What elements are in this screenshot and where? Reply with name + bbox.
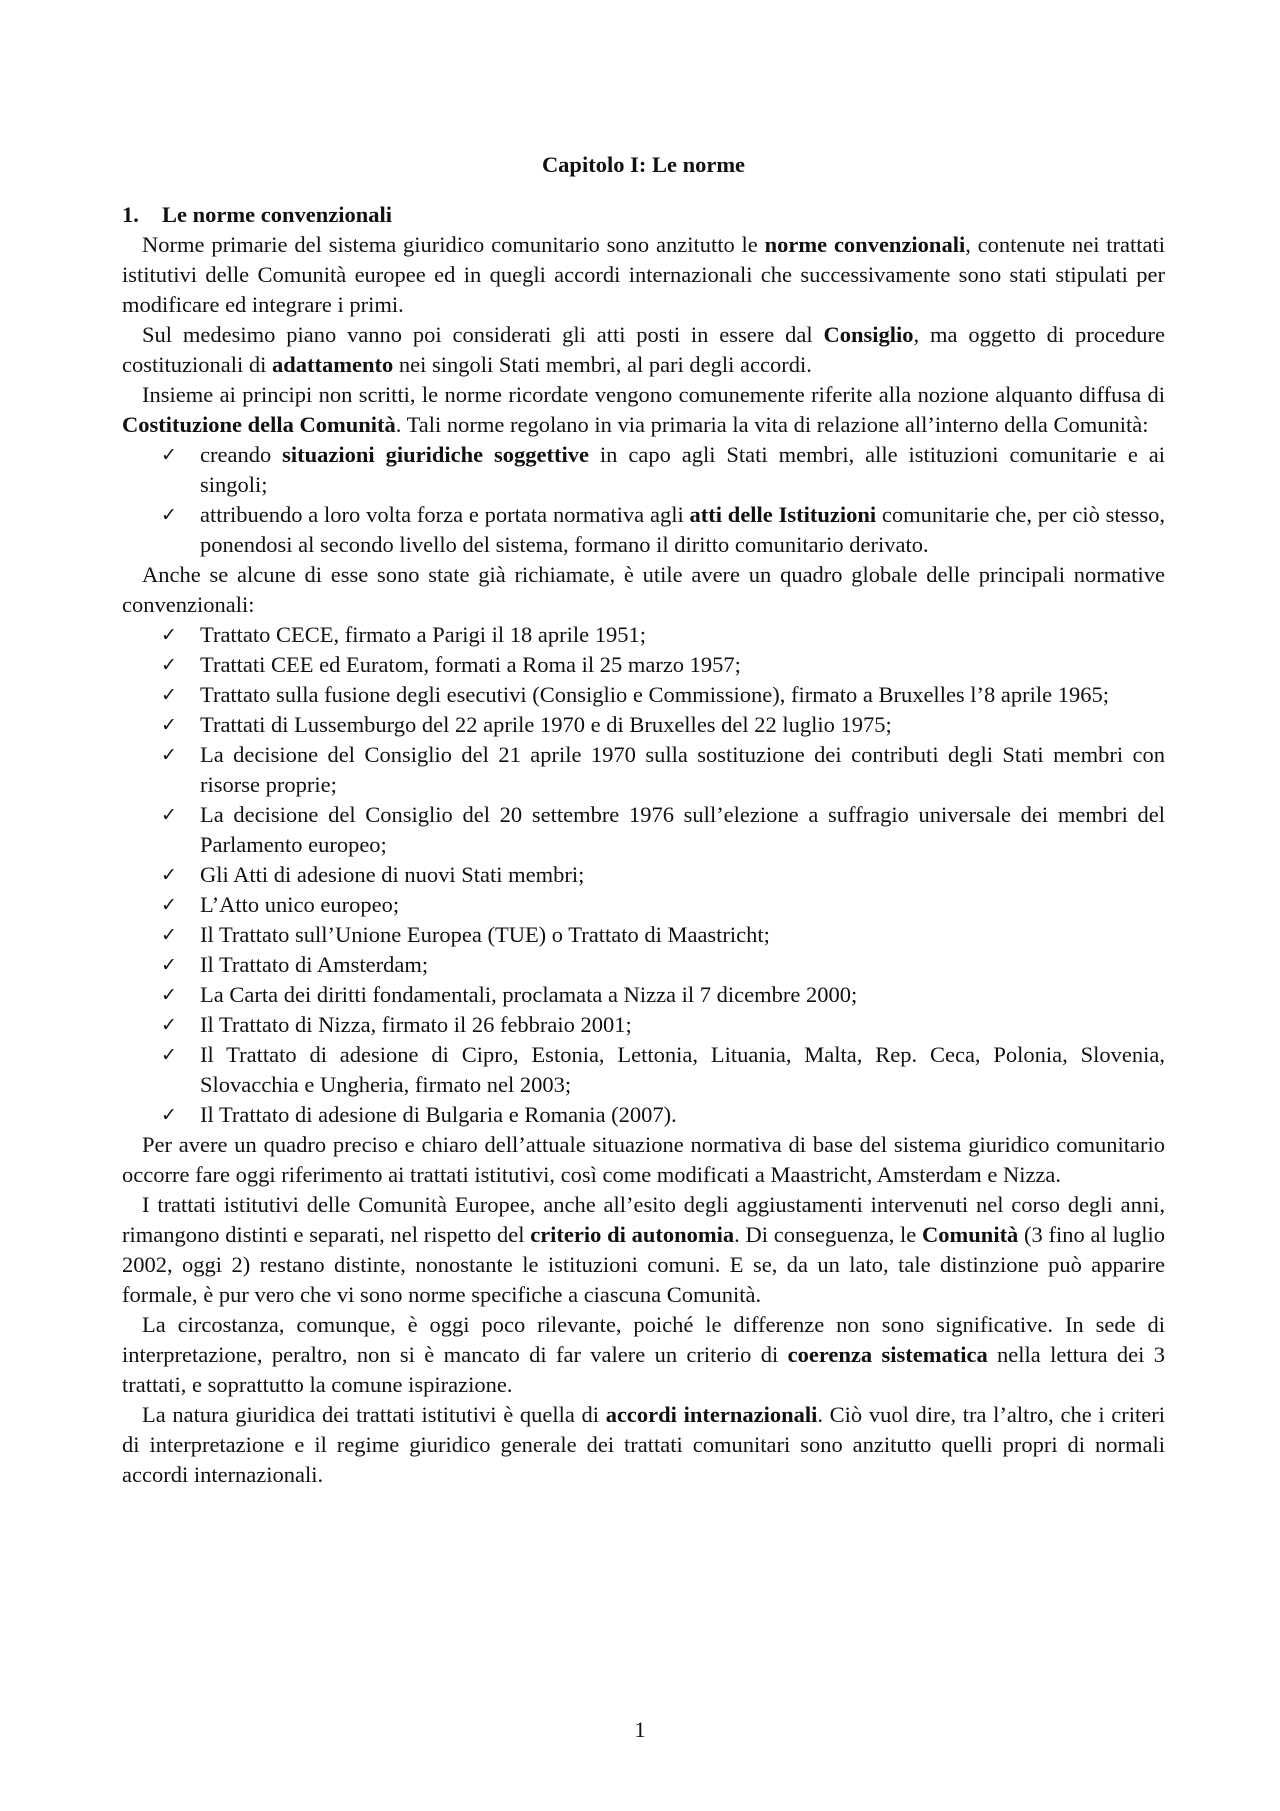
- checkmark-icon: ✓: [161, 924, 177, 946]
- treaties-list: [122, 620, 1165, 1130]
- text-run: La circostanza, comunque, è oggi poco rilevante, poiché le differenze non sono significative. In sede di interpretazione, peraltro, non si è mancato di far valere un criterio di: [122, 1312, 1165, 1367]
- bold-term: Comunità: [922, 1222, 1019, 1247]
- list-item: [122, 740, 1165, 800]
- list-item: [122, 860, 1165, 890]
- checkmark-icon: ✓: [161, 654, 177, 676]
- bold-term: atti delle Istituzioni: [689, 502, 877, 527]
- list-item: [122, 980, 1165, 1010]
- paragraph-8: [122, 1400, 1165, 1490]
- list-item: [122, 1040, 1165, 1100]
- bold-term: coerenza sistematica: [787, 1342, 988, 1367]
- paragraph-4: Anche se alcune di esse sono state già richiamate, è utile avere un quadro globale delle principali normative convenzionali:: [122, 562, 1165, 617]
- bold-term: Consiglio: [823, 322, 914, 347]
- checkmark-icon: ✓: [161, 984, 177, 1006]
- list-item-text: Trattato sulla fusione degli esecutivi (Consiglio e Commissione), firmato a Bruxelles l’8 aprile 1965;: [200, 682, 1110, 707]
- paragraph-5: Per avere un quadro preciso e chiaro dell’attuale situazione normativa di base del sistema giuridico comunitario occorre fare oggi riferimento ai trattati istitutivi, così come modificati a Maastricht, Amsterdam e Nizza.: [122, 1132, 1165, 1187]
- list-item: [122, 1100, 1165, 1130]
- chapter-title: Capitolo I: Le norme: [541, 152, 746, 177]
- list-item: [122, 1010, 1165, 1040]
- checkmark-icon: ✓: [161, 504, 177, 526]
- list-item-text: Gli Atti di adesione di nuovi Stati membri;: [200, 862, 585, 887]
- paragraph-6: [122, 1190, 1165, 1310]
- checkmark-icon: ✓: [161, 954, 177, 976]
- section-heading: [122, 200, 1165, 230]
- list-item-text: Il Trattato di adesione di Bulgaria e Romania (2007).: [200, 1102, 677, 1127]
- list-item: [122, 440, 1165, 500]
- bold-term: situazioni giuridiche soggettive: [282, 442, 589, 467]
- text-run: , contenute nei trattati istitutivi delle Comunità europee ed in quegli accordi internazionali che successivamente sono stati stipulati per modificare ed integrare i primi.: [122, 232, 1166, 317]
- text-run: La natura giuridica dei trattati istitutivi è quella di: [142, 1402, 606, 1427]
- list-item-text: Trattato CECE, firmato a Parigi il 18 aprile 1951;: [200, 622, 646, 647]
- checkmark-icon: ✓: [161, 894, 177, 916]
- list-item-text: La Carta dei diritti fondamentali, proclamata a Nizza il 7 dicembre 2000;: [200, 982, 858, 1007]
- text-run: Norme primarie del sistema giuridico comunitario sono anzitutto le: [142, 232, 765, 257]
- list-item: [122, 800, 1165, 860]
- list-item-text: Trattati CEE ed Euratom, formati a Roma il 25 marzo 1957;: [200, 652, 741, 677]
- list-item: [122, 680, 1165, 710]
- checkmark-icon: ✓: [161, 804, 177, 826]
- text-run: I trattati istitutivi delle Comunità Europee, anche all’esito degli aggiustamenti intervenuti nel corso degli anni, rimangono distinti e separati, nel rispetto del: [122, 1192, 1165, 1247]
- list-item-text: La decisione del Consiglio del 20 settembre 1976 sull’elezione a suffragio universale dei membri del Parlamento europeo;: [200, 802, 1165, 857]
- checkmark-icon: ✓: [161, 624, 177, 646]
- text-run: creando: [200, 442, 283, 467]
- bold-term: Costituzione della Comunità: [122, 412, 396, 437]
- list-item: [122, 920, 1165, 950]
- checkmark-icon: ✓: [161, 684, 177, 706]
- checkmark-icon: ✓: [161, 444, 177, 466]
- checkmark-icon: ✓: [161, 744, 177, 766]
- paragraph-1: [122, 230, 1165, 320]
- list-item: [122, 620, 1165, 650]
- function-list: [122, 440, 1165, 560]
- checkmark-icon: ✓: [161, 864, 177, 886]
- text-run: Insieme ai principi non scritti, le norme ricordate vengono comunemente riferite alla nozione alquanto diffusa di: [142, 382, 1165, 407]
- text-run: Sul medesimo piano vanno poi considerati gli atti posti in essere dal: [142, 322, 824, 347]
- list-item-text: L’Atto unico europeo;: [200, 892, 400, 917]
- checkmark-icon: ✓: [161, 1014, 177, 1036]
- checkmark-icon: ✓: [161, 1044, 177, 1066]
- text-run: . Di conseguenza, le: [734, 1222, 923, 1247]
- text-run: (3 fino al luglio 2002, oggi 2) restano distinte, nonostante le istituzioni comuni. E se, da un lato, tale distinzione può apparire formale, è pur vero che vi sono norme specifiche a ciascuna Comunità.: [122, 1222, 1165, 1307]
- paragraph-7: [122, 1310, 1165, 1400]
- checkmark-icon: ✓: [161, 714, 177, 736]
- list-item-text: La decisione del Consiglio del 21 aprile 1970 sulla sostituzione dei contributi degli Stati membri con risorse proprie;: [200, 742, 1165, 797]
- text-run: , ma oggetto di procedure costituzionali di: [122, 322, 1165, 377]
- page-number: 1: [634, 1717, 646, 1742]
- text-run: comunitarie che, per ciò stesso, ponendosi al secondo livello del sistema, formano il diritto comunitario derivato.: [200, 502, 1166, 557]
- list-item-text: Il Trattato di Amsterdam;: [200, 952, 429, 977]
- text-run: . Tali norme regolano in via primaria la vita di relazione all’interno della Comunità:: [395, 412, 1149, 437]
- paragraph-3: [122, 380, 1165, 440]
- list-item-text: Il Trattato di adesione di Cipro, Estonia, Lettonia, Lituania, Malta, Rep. Ceca, Polonia, Slovenia, Slovacchia e Ungheria, firmato nel 2003;: [200, 1042, 1165, 1097]
- bold-term: adattamento: [271, 352, 394, 377]
- bold-term: criterio di autonomia: [530, 1222, 735, 1247]
- text-run: . Ciò vuol dire, tra l’altro, che i criteri di interpretazione e il regime giuridico generale dei trattati comunitari sono anzitutto quelli propri di normali accordi internazionali.: [122, 1402, 1165, 1487]
- text-run: nei singoli Stati membri, al pari degli accordi.: [393, 352, 812, 377]
- text-run: attribuendo a loro volta forza e portata normativa agli: [200, 502, 690, 527]
- section-number: 1.: [122, 202, 139, 227]
- bold-term: norme convenzionali: [764, 232, 966, 257]
- list-item-text: Trattati di Lussemburgo del 22 aprile 1970 e di Bruxelles del 22 luglio 1975;: [200, 712, 892, 737]
- checkmark-icon: ✓: [161, 1104, 177, 1126]
- list-item-text: Il Trattato sull’Unione Europea (TUE) o Trattato di Maastricht;: [200, 922, 770, 947]
- list-item-text: Il Trattato di Nizza, firmato il 26 febbraio 2001;: [200, 1012, 632, 1037]
- text-run: nella lettura dei 3 trattati, e soprattutto la comune ispirazione.: [122, 1342, 1166, 1397]
- list-item: [122, 950, 1165, 980]
- text-run: in capo agli Stati membri, alle istituzioni comunitarie e ai singoli;: [200, 442, 1165, 497]
- list-item: [122, 500, 1165, 560]
- document-page: [122, 150, 1165, 1490]
- paragraph-2: [122, 320, 1165, 380]
- bold-term: accordi internazionali: [605, 1402, 818, 1427]
- list-item: [122, 650, 1165, 680]
- list-item: [122, 710, 1165, 740]
- section-title: Le norme convenzionali: [162, 202, 392, 227]
- list-item: [122, 890, 1165, 920]
